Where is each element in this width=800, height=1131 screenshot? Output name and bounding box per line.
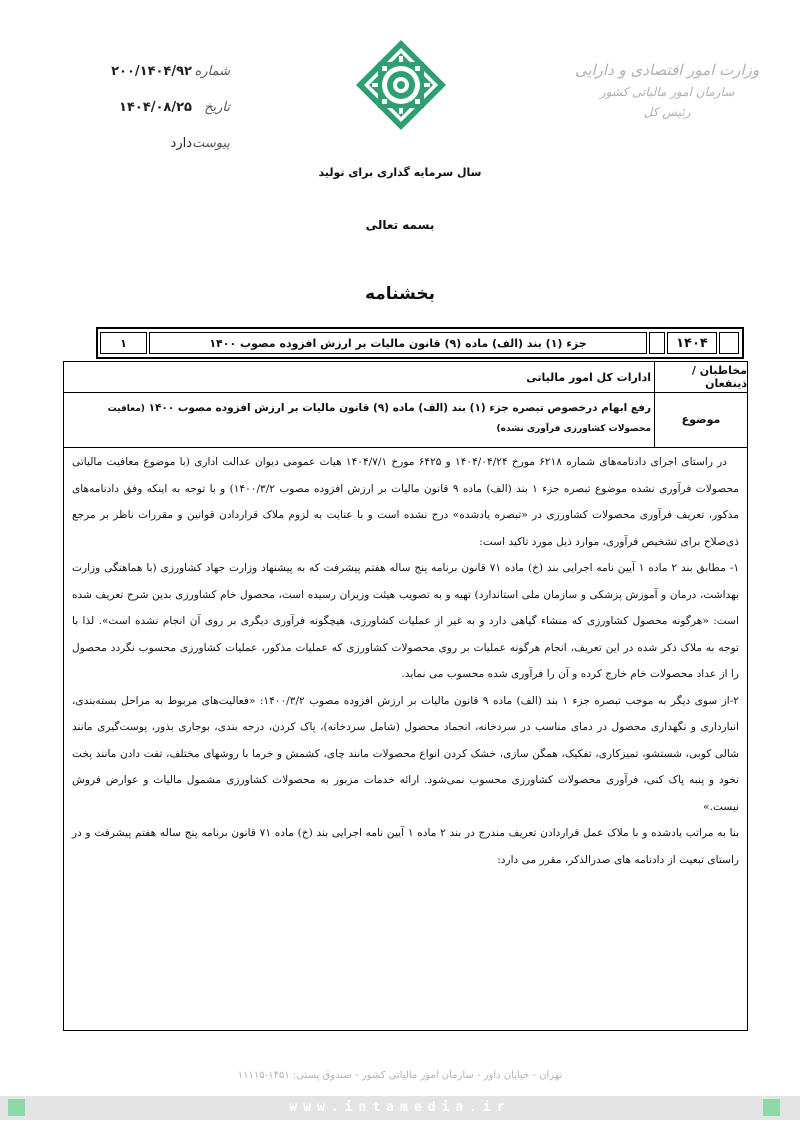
tax-organization-logo [356, 40, 446, 130]
footer-website: www.intamedia.ir [289, 1100, 511, 1115]
number-value: ۲۰۰/۱۴۰۴/۹۲ [111, 63, 192, 79]
attachment-label: پیوست [192, 135, 230, 151]
footer-square-left-icon [8, 1099, 25, 1116]
paragraph-3: ۲-از سوی دیگر به موجب تبصره جزء ۱ بند (الف) ماده ۹ قانون مالیات بر ارزش افزوده مصوب ۱۴۰۰/۳/۲: «فعالیت‌های مربوط به مراحل بسته‌بندی، انبارداری و نگهداری محصول در دمای مناسب در سردخانه، انجماد محصول (شامل سردخانه)، پاک کردن، درجه بندی، بوجاری بذور، پوست‌گیری مانند شالی کوبی، شستشو، تمیزکاری، تفکیک، همگن سازی، خشک کردن انواع محصولات مانند چای، کشمش و خرما با روشهای مختلف، تفت دادن مانند پخت نخود و پنبه پاک کنی، فرآوری محصولات کشاورزی محسوب نمی‌شود. ارائه خدمات مزبور به محصولات کشاورزی مشمول مالیات و عوارض فروش نیست.» [72, 694, 739, 813]
circular-id-bar [96, 327, 744, 359]
addressee-value: ادارات کل امور مالیاتی [526, 370, 651, 384]
id-bar-title: جزء (۱) بند (الف) ماده (۹) قانون مالیات بر ارزش افزوده مصوب ۱۴۰۰ [149, 332, 647, 354]
id-bar-number: ۱ [100, 332, 147, 354]
year-slogan: سال سرمایه گذاری برای تولید [318, 166, 482, 179]
letter-meta [100, 60, 230, 168]
number-label: شماره [194, 63, 230, 79]
ministry-line-1: وزارت امور اقتصادی و دارایی [574, 61, 760, 79]
addressee-row [64, 362, 747, 393]
ministry-line-2: سازمان امور مالیاتی کشور [599, 85, 735, 99]
circular-body-text [64, 449, 747, 873]
footer-square-right-icon [763, 1099, 780, 1116]
paragraph-2: ۱- مطابق بند ۲ ماده ۱ آیین نامه اجرایی بند (خ) ماده ۷۱ قانون برنامه پنج ساله هفتم پیشرفت که به پیشنهاد وزارت جهاد کشاورزی (با هماهنگی وزارت بهداشت، درمان و آموزش پزشکی و سازمان ملی استاندارد) تهیه و به تصویب هیئت وزیران رسیده است، محصول خام کشاورزی بدین شرح تعریف شده است: «هرگونه محصول کشاورزی که منشاء گیاهی دارد و به غیر از عملیات کشاورزی، هیچگونه فرآوری دیگری بر روی آن انجام نشده است». لذا با توجه به ملاک ذکر شده در این تعریف، انجام هرگونه عملیات بر روی محصولات کشاورزی که عملیات مذکور، عملیات کشاورزی محسوب نگردد محصول را از عداد محصولات خام خارج کرده و آن را فرآوری شده محسوب می نماید. [72, 562, 740, 680]
number-row [100, 60, 230, 82]
paragraph-4: بنا به مراتب یادشده و با ملاک عمل قراردادن تعریف مندرج در بند ۲ ماده ۱ آیین نامه اجرایی بند (خ) ماده ۷۱ قانون برنامه پنج ساله هفتم پیشرفت و در راستای تبعیت از دادنامه های صدرالذکر، مقرر می دارد: [72, 827, 740, 866]
attachment-value: دارد [170, 135, 192, 151]
document-title: بخشنامه [364, 284, 436, 304]
id-bar-cell-blank-right [719, 332, 739, 354]
subject-main-text: رفع ابهام درخصوص تبصره جزء (۱) بند (الف) ماده (۹) قانون مالیات بر ارزش افزوده مصوب ۱۴۰۰ [148, 402, 651, 414]
ministry-letterhead [562, 58, 772, 122]
ministry-line-3: رئیس کل [643, 105, 691, 119]
date-label: تاریخ [204, 99, 230, 115]
id-bar-year: ۱۴۰۴ [667, 332, 717, 354]
circular-body-table [63, 361, 748, 1031]
bismillah: بسمه تعالی [365, 218, 435, 232]
subject-note-text: (معافیت محصولات کشاورزی فرآوری نشده) [107, 404, 651, 434]
subject-value [68, 392, 651, 454]
date-row [100, 96, 230, 118]
addressee-label: مخاطبان / ذینفعان [654, 362, 747, 392]
paragraph-1: در راستای اجرای دادنامه‌های شماره ۶۲۱۸ مورخ ۱۴۰۴/۰۴/۲۴ و ۶۴۲۵ مورخ ۱۴۰۴/۷/۱ هیات عمومی دیوان عدالت اداری (با موضوع معافیت مالیاتی محصولات فرآوری نشده موضوع تبصره جزء ۱ بند (الف) ماده ۹ قانون مالیات بر ارزش افزوده مصوب ۱۴۰۰/۳/۲) و با توجه به اینکه وفق دادنامه‌های مذکور، تعریف فرآوری محصولات کشاورزی در «تبصره یادشده» درج نشده است و با عنایت به لزوم ملاک قراردادن قوانین و مقررات ناظر بر مرجع ذی‌صلاح برای تشخیص فرآوری، موارد ذیل مورد تاکید است: [72, 456, 739, 548]
id-bar-cell-blank [649, 332, 665, 354]
subject-label: موضوع [654, 392, 747, 447]
subject-row [64, 392, 747, 448]
date-value: ۱۴۰۴/۰۸/۲۵ [119, 99, 192, 115]
attachment-row [100, 132, 230, 154]
footer-address: تهران - خیابان داور - سازمان امور مالیاتی کشور - صندوق پستی: ۱۴۵۱-۱۱۱۱۵ [237, 1070, 563, 1081]
